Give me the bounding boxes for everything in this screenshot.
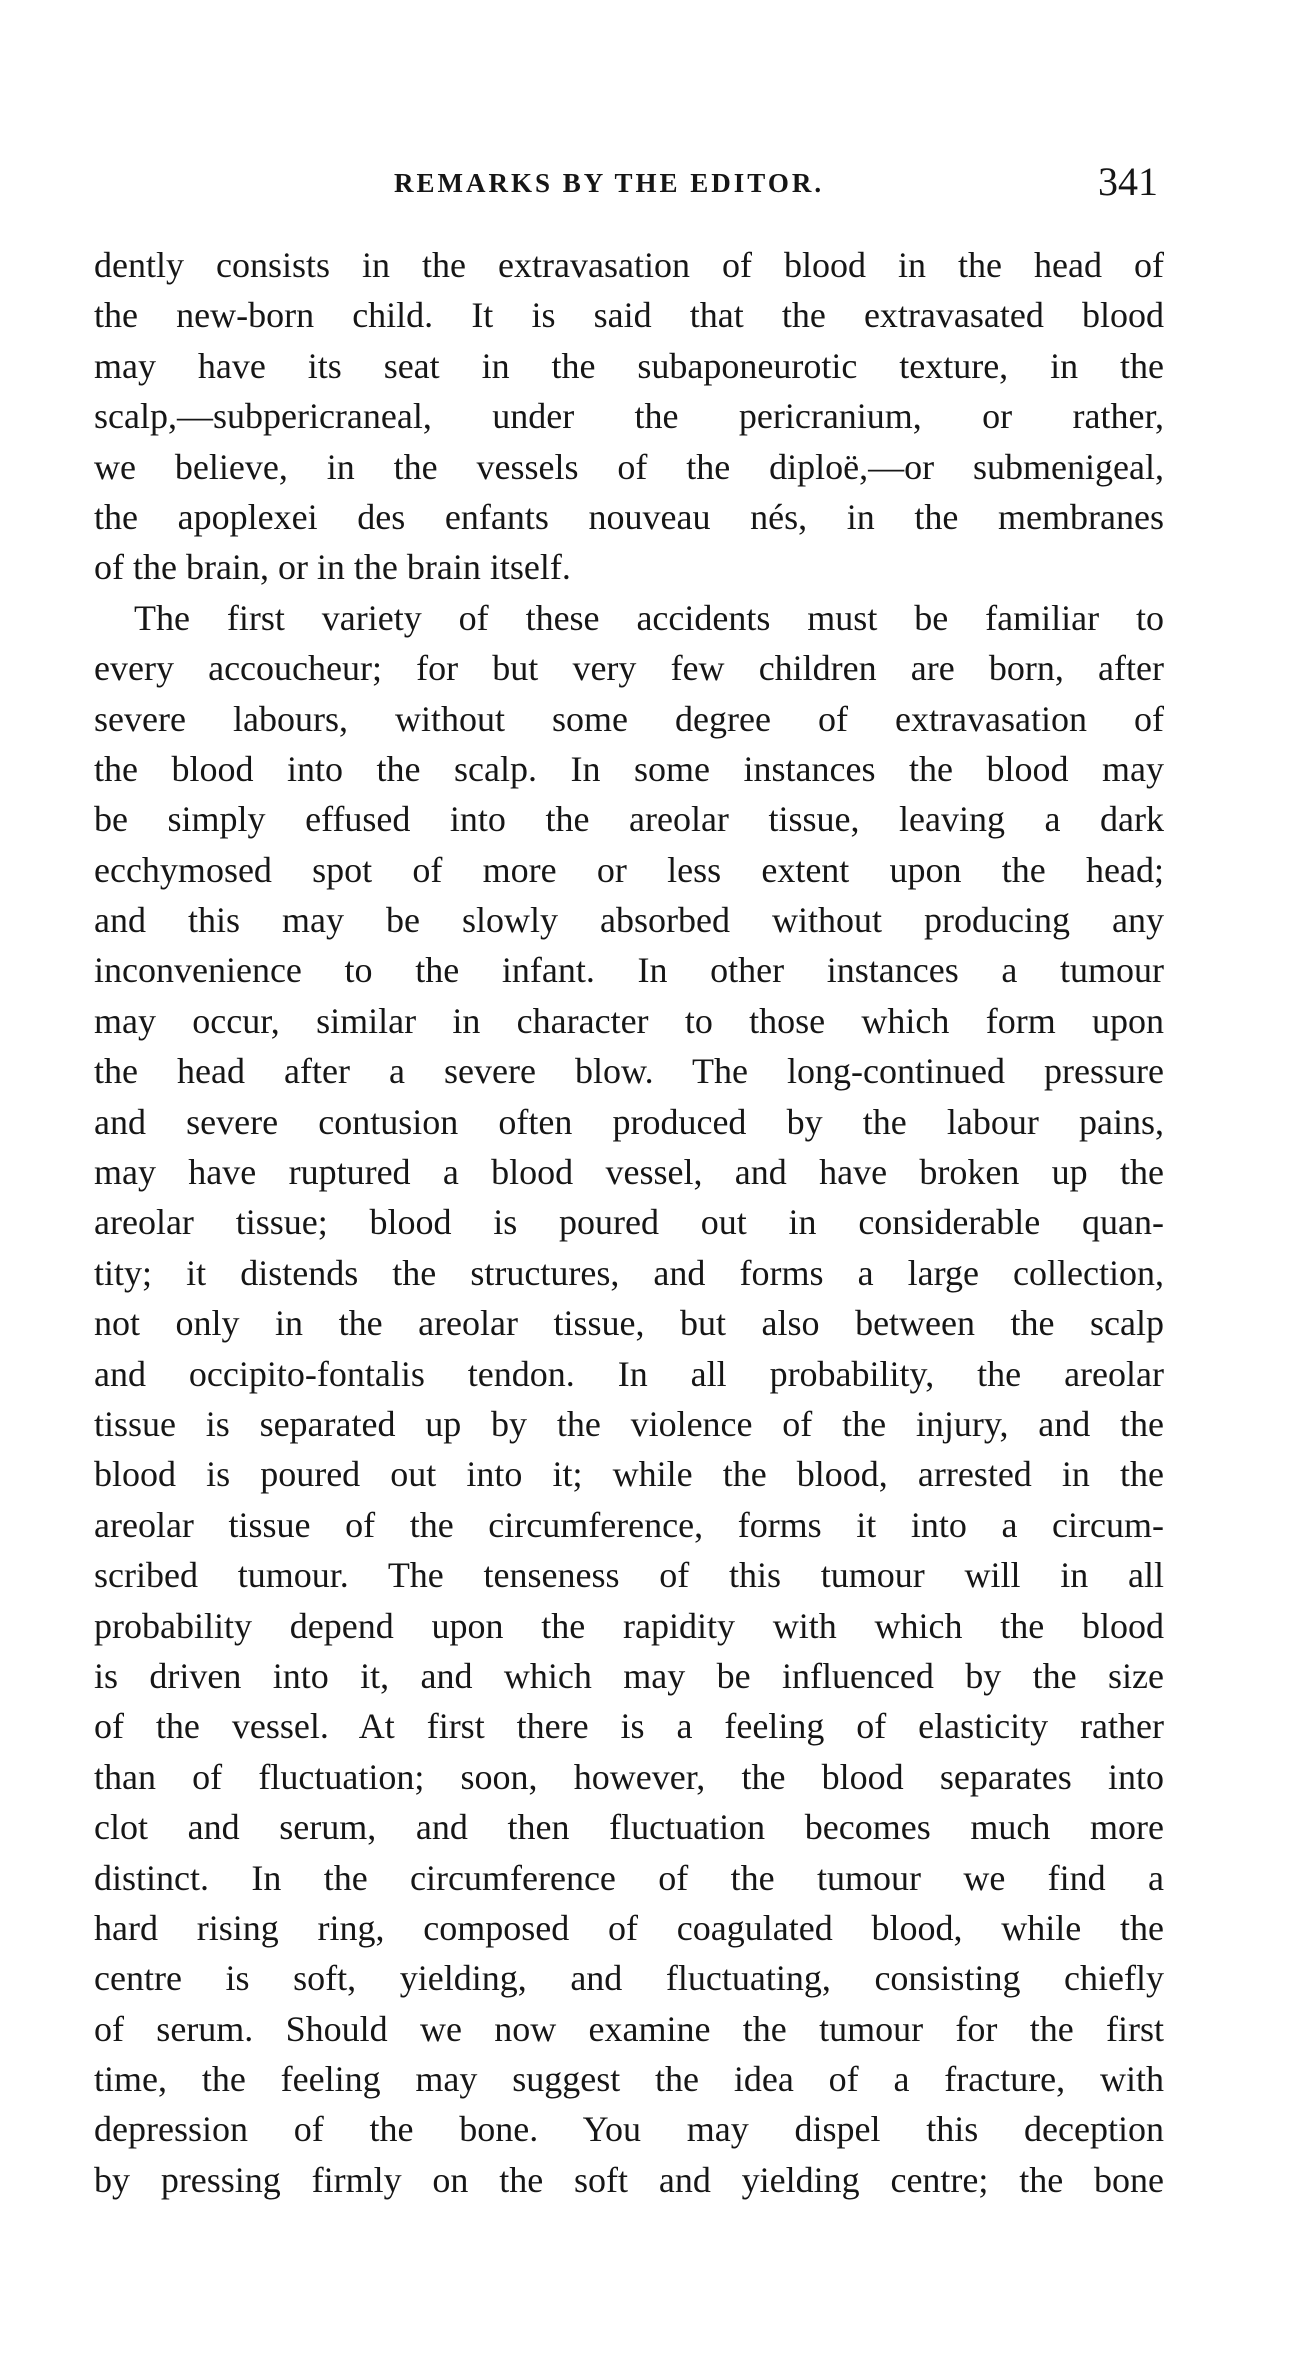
text-line: depression of the bone. You may dispel this deception (94, 2109, 1164, 2150)
text-line: The first variety of these accidents must be familiar to (134, 597, 1164, 638)
book-page (94, 0, 1164, 2361)
text-line: distinct. In the circumference of the tumour we find a (94, 1857, 1164, 1898)
text-line: scribed tumour. The tenseness of this tumour will in all (94, 1555, 1164, 1596)
text-line: tissue is separated up by the violence of the injury, and the (94, 1403, 1164, 1444)
text-line: and this may be slowly absorbed without producing any (94, 900, 1164, 941)
text-line: areolar tissue of the circumference, forms it into a circum- (94, 1504, 1164, 1545)
text-line: centre is soft, yielding, and fluctuating, consisting chiefly (94, 1958, 1164, 1999)
text-line: be simply effused into the areolar tissue, leaving a dark (94, 799, 1164, 840)
text-line: may have its seat in the subaponeurotic texture, in the (94, 345, 1164, 386)
text-line: severe labours, without some degree of extravasation of (94, 698, 1164, 739)
page-number: 341 (1098, 159, 1158, 204)
text-line: inconvenience to the infant. In other instances a tumour (94, 950, 1164, 991)
text-line: is driven into it, and which may be influenced by the size (94, 1655, 1164, 1696)
text-line: every accoucheur; for but very few children are born, after (94, 648, 1164, 689)
text-line: blood is poured out into it; while the blood, arrested in the (94, 1454, 1164, 1495)
text-line: probability depend upon the rapidity with which the blood (94, 1605, 1164, 1646)
text-line: the new-born child. It is said that the extravasated blood (94, 295, 1164, 336)
text-line: clot and serum, and then fluctuation becomes much more (94, 1807, 1164, 1848)
text-line: ecchymosed spot of more or less extent upon the head; (94, 849, 1164, 890)
text-line: the blood into the scalp. In some instances the blood may (94, 748, 1164, 789)
text-line: hard rising ring, composed of coagulated blood, while the (94, 1907, 1164, 1948)
text-line: of the brain, or in the brain itself. (94, 547, 571, 588)
text-line: of the vessel. At first there is a feeling of elasticity rather (94, 1706, 1164, 1747)
text-line: may occur, similar in character to those which form upon (94, 1000, 1164, 1041)
text-line: time, the feeling may suggest the idea of a fracture, with (94, 2059, 1164, 2100)
text-line: areolar tissue; blood is poured out in considerable quan- (94, 1202, 1164, 1243)
text-line: the head after a severe blow. The long-continued pressure (94, 1051, 1164, 1092)
text-line: not only in the areolar tissue, but also between the scalp (94, 1303, 1164, 1344)
running-head (94, 158, 1164, 208)
text-line: dently consists in the extravasation of blood in the head of (94, 245, 1164, 285)
text-line: than of fluctuation; soon, however, the blood separates into (94, 1756, 1164, 1797)
body-text (94, 240, 1164, 2205)
text-line: we believe, in the vessels of the diploë,—or submenigeal, (94, 446, 1164, 487)
running-title: REMARKS BY THE EDITOR. (394, 168, 825, 198)
text-line: by pressing firmly on the soft and yielding centre; the bone (94, 2159, 1164, 2200)
text-line: may have ruptured a blood vessel, and have broken up the (94, 1152, 1164, 1193)
text-line: tity; it distends the structures, and forms a large collection, (94, 1252, 1164, 1293)
text-line: the apoplexei des enfants nouveau nés, in the membranes (94, 496, 1164, 537)
text-line: and occipito-fontalis tendon. In all probability, the areolar (94, 1353, 1164, 1394)
text-line: of serum. Should we now examine the tumour for the first (94, 2008, 1164, 2049)
text-line: and severe contusion often produced by the labour pains, (94, 1101, 1164, 1142)
text-line: scalp,—subpericraneal, under the pericranium, or rather, (94, 396, 1164, 437)
